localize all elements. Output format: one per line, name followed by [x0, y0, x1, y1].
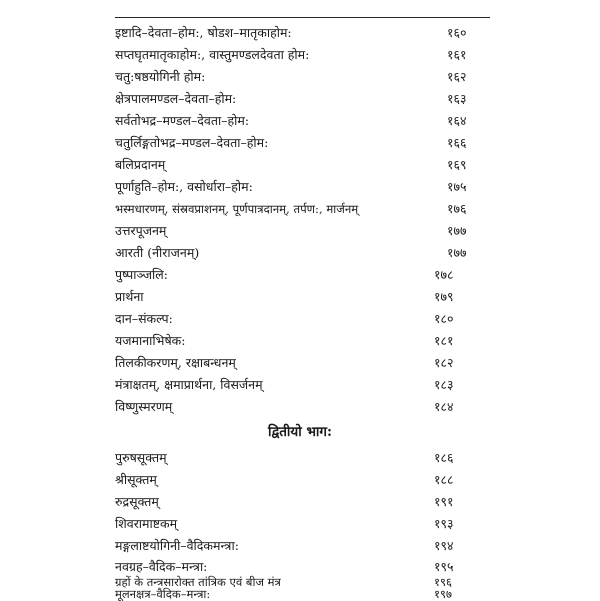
toc-entry-title: विष्णुस्मरणम्: [115, 399, 173, 414]
toc-entry-title: तिलकीकरणम्, रक्षाबन्धनम्: [115, 355, 236, 370]
toc-entry-page: १८४: [434, 399, 454, 414]
toc-entry-title: मङ्गलाष्टयोगिनी–वैदिकमन्त्रा:: [115, 538, 239, 553]
toc-entry: [0, 514, 600, 534]
section-heading: द्वितीयो भाग:: [267, 424, 333, 440]
toc-entry-page: १८३: [434, 377, 454, 392]
toc-entry-title: यजमानाभिषेक:: [115, 333, 186, 348]
toc-entry-page: १८१: [434, 333, 454, 348]
toc-entry: [0, 492, 600, 512]
toc-entry-page: १७५: [447, 179, 467, 194]
toc-entry: [0, 557, 600, 577]
toc-entry: [0, 133, 600, 153]
toc-entry-page: १७७: [447, 223, 467, 238]
toc-entry-page: १८०: [434, 311, 454, 326]
toc-entry: [0, 353, 600, 373]
toc-entry: [0, 536, 600, 556]
toc-entry-title: चतु:षष्ठयोगिनी होम:: [115, 69, 206, 84]
toc-entry: [0, 375, 600, 395]
toc-entry-page: १९३: [434, 516, 454, 531]
toc-entry-title: प्रार्थना: [115, 289, 144, 304]
toc-entry-page: १६९: [447, 157, 467, 172]
toc-entry-page: १८६: [434, 450, 454, 465]
toc-entry-title: शिवरामाष्टकम्: [115, 516, 178, 531]
toc-entry-page: १७६: [447, 201, 467, 216]
toc-entry: [0, 397, 600, 417]
toc-entry-page: १६३: [447, 91, 467, 106]
toc-entry-page: १९६: [434, 575, 452, 589]
toc-entry-page: १८८: [434, 472, 454, 487]
toc-entry-title: मूलनक्षत्र–वैदिक–मन्त्रा:: [115, 587, 211, 601]
toc-entry: [0, 287, 600, 307]
toc-entry: [0, 331, 600, 351]
toc-entry-title: भस्मधारणम्, संस्रवप्राशनम्, पूर्णपात्रदानम्, तर्पण:, मार्जनम्: [115, 202, 359, 216]
toc-entry-page: १७७: [447, 245, 467, 260]
toc-entry-title: नवग्रह–वैदिक–मन्त्रा:: [115, 559, 208, 574]
toc-entry-title: इष्टादि–देवता–होम:, षोडश–मातृकाहोम:: [115, 25, 292, 40]
top-rule: [115, 17, 490, 18]
toc-entry-title: दान–संकल्प:: [115, 311, 173, 326]
toc-entry: [0, 470, 600, 490]
toc-entry-page: १९७: [434, 587, 452, 601]
toc-entry-title: आरती (नीराजनम्): [115, 245, 200, 260]
toc-entry: [0, 199, 600, 219]
toc-entry-title: पुरुषसूक्तम्: [115, 450, 167, 465]
toc-entry-page: १६२: [447, 69, 467, 84]
toc-entry: [0, 309, 600, 329]
toc-entry: [0, 111, 600, 131]
toc-entry-title: मंत्राक्षतम्, क्षमाप्रार्थना, विसर्जनम्: [115, 377, 263, 392]
toc-entry-page: १६४: [447, 113, 467, 128]
toc-entry: [0, 243, 600, 263]
toc-entry-title: सप्तघृतमातृकाहोम:, वास्तुमण्डलदेवता होम:: [115, 47, 310, 62]
toc-entry-page: १७९: [434, 289, 454, 304]
toc-entry: [0, 577, 600, 588]
toc-entry-page: १९५: [434, 559, 454, 574]
toc-entry: [0, 155, 600, 175]
toc-entry-title: बलिप्रदानम्: [115, 157, 166, 172]
toc-entry-title: ग्रहों के तन्त्रसारोक्त तांत्रिक एवं बीज मंत्र: [115, 575, 281, 589]
toc-entry-page: १९४: [434, 538, 454, 553]
toc-entry: [0, 448, 600, 468]
toc-entry: [0, 221, 600, 241]
toc-entry-title: सर्वतोभद्र–मण्डल–देवता–होम:: [115, 113, 250, 128]
toc-entry: [0, 45, 600, 65]
toc-entry-page: १६१: [447, 47, 467, 62]
toc-entry-title: पुष्पाञ्जलि:: [115, 267, 168, 282]
toc-entry-title: क्षेत्रपालमण्डल–देवता–होम:: [115, 91, 237, 106]
toc-entry-title: उत्तरपूजनम्: [115, 223, 167, 238]
toc-entry-page: १८२: [434, 355, 454, 370]
toc-entry-page: १६०: [447, 25, 467, 40]
toc-entry-title: पूर्णाहुति–होम:, वसोर्धारा–होम:: [115, 179, 253, 194]
toc-entry: [0, 177, 600, 197]
toc-entry: [0, 588, 600, 600]
toc-entry: [0, 23, 600, 43]
toc-entry-page: १६६: [447, 135, 467, 150]
toc-entry: [0, 265, 600, 285]
toc-entry-page: १७८: [434, 267, 454, 282]
toc-entry: [0, 67, 600, 87]
toc-entry-title: रुद्रसूक्तम्: [115, 494, 159, 509]
toc-entry-page: १९१: [434, 494, 454, 509]
toc-entry: [0, 89, 600, 109]
toc-entry-title: श्रीसूक्तम्: [115, 472, 157, 487]
toc-entry-title: चतुर्लिङ्गतोभद्र–मण्डल–देवता–होम:: [115, 135, 269, 150]
